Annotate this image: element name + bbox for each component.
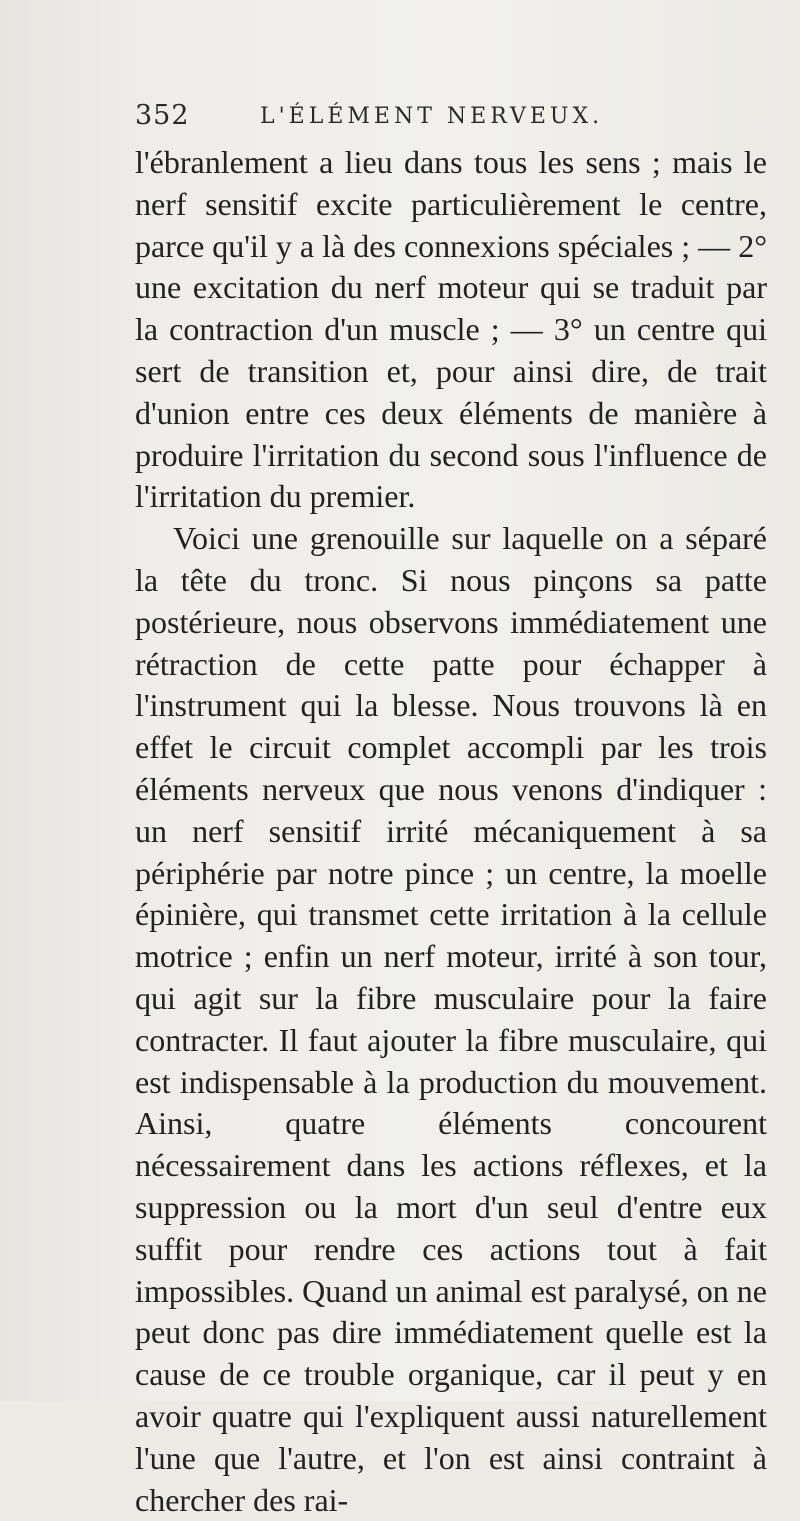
page-number: 352 [135, 100, 190, 131]
paragraph-frog-experiment: Voici une grenouille sur laquelle on a séparé la tête du tronc. Si nous pinçons sa patte postérieure, nous observons immédiatement une rétraction de cette patte pour échapper à l'instrument qui la blesse. Nous trouvons là en effet le circuit complet accompli par les trois éléments nerveux que nous venons d'indiquer : un nerf sensitif irrité mécaniquement à sa périphérie par notre pince ; un centre, la moelle épinière, qui transmet cette irritation à la cellule motrice ; enfin un nerf moteur, irrité à son tour, qui agit sur la fibre musculaire pour la faire contracter. Il faut ajouter la fibre musculaire, qui est indispensable à la production du mouvement. Ainsi, quatre éléments concourent nécessairement dans les actions réflexes, et la suppression ou la mort d'un seul d'entre eux suffit pour rendre ces actions tout à fait impossibles. Quand un animal est paralysé, on ne peut donc pas dire immédiatement quelle est la cause de ce trouble organique, car il peut y en avoir quatre qui l'expliquent aussi naturellement l'une que l'autre, et l'on est ainsi contraint à chercher des rai- [135, 520, 767, 1518]
paragraph-continued: l'ébranlement a lieu dans tous les sens ; mais le nerf sensitif excite particulièrement le centre, parce qu'il y a là des connexions spéciales ; — 2° une excitation du nerf moteur qui se traduit par la contraction d'un muscle ; — 3° un centre qui sert de transition et, pour ainsi dire, de trait d'union entre ces deux éléments de manière à produire l'irritation du second sous l'influence de l'irritation du premier. [135, 144, 767, 515]
running-head: L'ÉLÉMENT NERVEUX. [260, 104, 604, 129]
page-header [135, 100, 765, 140]
body-text [135, 142, 767, 1521]
